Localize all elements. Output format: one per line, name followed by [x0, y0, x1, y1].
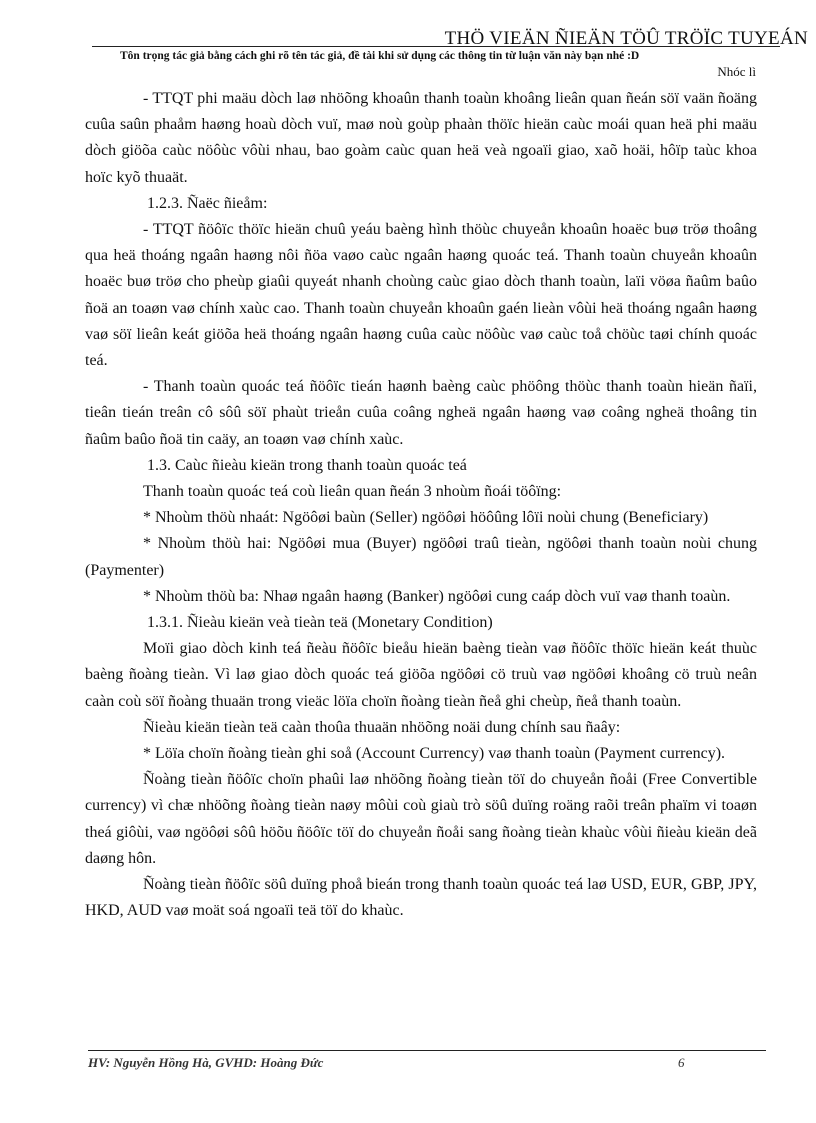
footer-divider	[88, 1050, 766, 1051]
paragraph: - TTQT ñöôïc thöïc hieän chuû yeáu baèng hình thöùc chuyeån khoaûn hoaëc buø tröø thoâng qua heä thoáng ngaân haøng nôi ñöa vaøo caùc ngaân haøng quoác teá. Thanh toaùn chuyeån khoaûn hoaëc buø tröø cho pheùp giaûi quyeát nhanh choùng caùc giao dòch thanh toaùn, laïi vöøa ñaûm baûo ñoä an toaøn vaø chính xaùc cao. Thanh toaùn chuyeån khoaûn gaén lieàn vôùi heä thoáng ngaân haøng vaø söï lieân keát giöõa heä thoáng ngaân haøng cuûa caùc nöôùc vaø caùc toå chöùc taøi chính quoác teá.	[85, 221, 757, 370]
copyright-notice: Tôn trọng tác giả bằng cách ghi rõ tên tác giả, đề tài khi sử dụng các thông tin từ luận văn này bạn nhé :D	[120, 50, 640, 62]
footer-author: HV: Nguyễn Hồng Hà, GVHD: Hoàng Đức	[88, 1055, 324, 1070]
uploader-name: Nhóc lì	[717, 64, 756, 79]
document-body	[85, 86, 757, 925]
header-divider	[92, 46, 780, 47]
list-item: * Löïa choïn ñoàng tieàn ghi soå (Account Currency) vaø thanh toaùn (Payment currency).	[143, 745, 726, 763]
paragraph: Ñieàu kieän tieàn teä caàn thoûa thuaän nhöõng noäi dung chính sau ñaây:	[143, 718, 621, 736]
section-heading: 1.2.3. Ñaëc ñieåm:	[147, 194, 268, 212]
page-number: 6	[678, 1055, 685, 1070]
section-heading: 1.3. Caùc ñieàu kieän trong thanh toaùn quoác teá	[147, 456, 467, 474]
paragraph: Ñoàng tieàn ñöôïc söû duïng phoå bieán trong thanh toaùn quoác teá laø USD, EUR, GBP, JPY, HKD, AUD vaø moät soá ngoaïi teä töï do khaùc.	[85, 876, 757, 920]
paragraph: Thanh toaùn quoác teá coù lieân quan ñeán 3 nhoùm ñoái töôïng:	[143, 483, 562, 501]
paragraph: - TTQT phi maäu dòch laø nhöõng khoaûn thanh toaùn khoâng lieân quan ñeán söï vaän ñoäng cuûa saûn phaåm haøng hoaù dòch vuï, maø noù goùp phaàn thöïc hieän caùc moái quan heä phi maäu dòch giöõa caùc nöôùc vôùi nhau, bao goàm caùc quan heä veà ngoaïi giao, xaõ hoäi, hôïp taùc khoa hoïc kyõ thuaät.	[85, 90, 757, 186]
paragraph: Ñoàng tieàn ñöôïc choïn phaûi laø nhöõng ñoàng tieàn töï do chuyeån ñoåi (Free Convertible currency) vì chæ nhöõng ñoàng tieàn naøy môùi coù giaù trò söû duïng roäng raõi treân phaïm vi toaøn theá giôùi, vaø ngöôøi sôû höõu ñöôïc töï do chuyeån ñoåi sang ñoàng tieàn khaùc vôùi ñieàu kieän deã daøng hôn.	[85, 771, 757, 867]
section-heading: 1.3.1. Ñieàu kieän veà tieàn teä (Monetary Condition)	[147, 614, 493, 632]
library-title: THÖ VIEÄN ÑIEÄN TÖÛ TRÖÏC TUYEÁN	[444, 28, 808, 49]
list-item: * Nhoùm thöù nhaát: Ngöôøi baùn (Seller) ngöôøi höôûng lôïi noùi chung (Beneficiary)	[143, 509, 709, 527]
paragraph: Moïi giao dòch kinh teá ñeàu ñöôïc bieåu hieän baèng tieàn vaø ñöôïc thöïc hieän keát thuùc baèng ñoàng tieàn. Vì laø giao dòch quoác teá giöõa ngöôøi cö truù vaø ngöôøi khoâng cö truù neân caàn coù söï ñoàng thuaän trong vieäc löïa choïn ñoàng tieàn ñeå ghi cheùp, ñeå thanh toaùn.	[85, 640, 757, 710]
paragraph: - Thanh toaùn quoác teá ñöôïc tieán haønh baèng caùc phöông thöùc thanh toaùn hieän ñaïi, tieân tieán treân cô sôû söï phaùt trieån cuûa coâng ngheä ngaân haøng vaø coâng ngheä thoâng tin ñaûm baûo ñoä tin caäy, an toaøn vaø chính xaùc.	[85, 378, 757, 448]
list-item: * Nhoùm thöù ba: Nhaø ngaân haøng (Banker) ngöôøi cung caáp dòch vuï vaø thanh toaùn.	[143, 587, 731, 605]
list-item: * Nhoùm thöù hai: Ngöôøi mua (Buyer) ngöôøi traû tieàn, ngöôøi thanh toaùn noùi chung (Paymenter)	[85, 535, 757, 579]
